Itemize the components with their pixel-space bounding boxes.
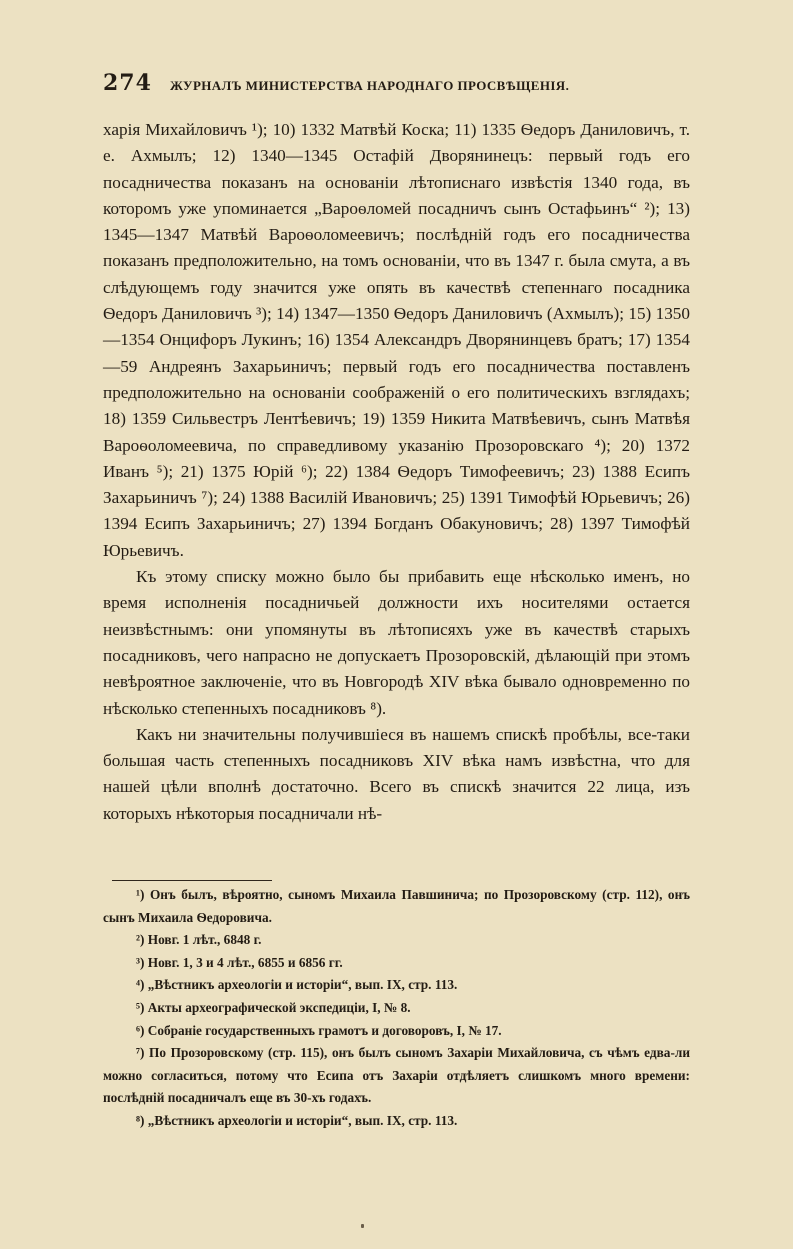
footnotes bbox=[103, 884, 690, 1133]
running-title: ЖУРНАЛЪ МИНИСТЕРСТВА НАРОДНАГО ПРОСВѢЩЕНІЯ. bbox=[169, 78, 570, 93]
footnote-7: ⁷) По Прозоровскому (стр. 115), онъ былъ сыномъ Захаріи Михайловича, съ чѣмъ едва-ли можно согласиться, потому что Есипа отъ Захаріи отдѣляетъ слишкомъ много времени: послѣдній посадничалъ еще въ 30-хъ годахъ. bbox=[103, 1045, 690, 1106]
footnote-8: ⁸) „Вѣстникъ археологіи и исторіи“, вып. IX, стр. 113. bbox=[136, 1112, 458, 1128]
footnote-5: ⁵) Акты археографической экспедиціи, I, № 8. bbox=[136, 999, 411, 1015]
footnote-1: ¹) Онъ былъ, вѣроятно, сыномъ Михаила Павшинича; по Прозоровскому (стр. 112), онъ сынъ Михаила Ѳедоровича. bbox=[103, 887, 690, 925]
footnote-divider bbox=[112, 880, 272, 881]
paragraph-gaps: Какъ ни значительны получившіеся въ нашемъ спискѣ пробѣлы, все-таки большая часть степенныхъ посадниковъ XIV вѣка намъ извѣстна, что для нашей цѣли вполнѣ достаточно. Всего въ спискѣ значится 22 лица, изъ которыхъ нѣкоторыя посадничали нѣ- bbox=[103, 724, 690, 823]
footnote-3: ³) Новг. 1, 3 и 4 лѣт., 6855 и 6856 гг. bbox=[136, 954, 343, 970]
footnote-6: ⁶) Собраніе государственныхъ грамотъ и договоровъ, I, № 17. bbox=[136, 1022, 502, 1038]
footnote-2: ²) Новг. 1 лѣт., 6848 г. bbox=[136, 932, 262, 948]
main-text bbox=[103, 117, 690, 827]
footnote-4: ⁴) „Вѣстникъ археологіи и исторіи“, вып. IX, стр. 113. bbox=[136, 977, 458, 993]
page-header bbox=[103, 70, 703, 104]
paragraph-additional-names: Къ этому списку можно было бы прибавить еще нѣсколько именъ, но время исполненія посадничьей должности ихъ носителями остается неизвѣстнымъ: они упомянуты въ лѣтописяхъ уже въ качествѣ старыхъ посадниковъ, чего напрасно не допускаетъ Прозоровскій, дѣлающій при этомъ невѣроятное заключеніе, что въ Новгородѣ XIV вѣка бывало одновременно по нѣсколько степенныхъ посадниковъ ⁸). bbox=[103, 567, 690, 718]
paper-speck bbox=[361, 1224, 364, 1228]
paragraph-list-continuation: харія Михайловичъ ¹); 10) 1332 Матвѣй Коска; 11) 1335 Ѳедоръ Даниловичъ, т. е. Ахмылъ; 12) 1340—1345 Остафій Дворянинецъ: первый годъ его посадничества показанъ на основаніи лѣтописнаго извѣстія 1340 года, въ которомъ уже упоминается „Вароѳломей посадничъ сынъ Остафьинъ“ ²); 13) 1345—1347 Матвѣй Вароѳоломеевичъ; послѣдній годъ его посадничества показанъ предположительно, на томъ основаніи, что въ 1347 г. была смута, а въ слѣдующемъ году значится уже опять въ качествѣ степеннаго посадника Ѳедоръ Даниловичъ ³); 14) 1347—1350 Ѳедоръ Даниловичъ (Ахмылъ); 15) 1350—1354 Онцифоръ Лукинъ; 16) 1354 Александръ Дворянинцевъ братъ; 17) 1354—59 Андреянъ Захарьиничъ; первый годъ его посадничества поставленъ предположительно на основаніи соображеній о его политическихъ взглядахъ; 18) 1359 Сильвестръ Лентѣевичъ; 19) 1359 Никита Матвѣевичъ, сынъ Матвѣя Вароѳоломеевича, по справедливому указанію Прозоровскаго ⁴); 20) 1372 Иванъ ⁵); 21) 1375 Юрій ⁶); 22) 1384 Ѳедоръ Тимофеевичъ; 23) 1388 Есипъ Захарьиничъ ⁷); 24) 1388 Василій Ивановичъ; 25) 1391 Тимофѣй Юрьевичъ; 26) 1394 Есипъ Захарьиничъ; 27) 1394 Богданъ Обакуновичъ; 28) 1397 Тимофѣй Юрьевичъ. bbox=[103, 120, 690, 560]
page-number: 274 bbox=[103, 70, 152, 96]
